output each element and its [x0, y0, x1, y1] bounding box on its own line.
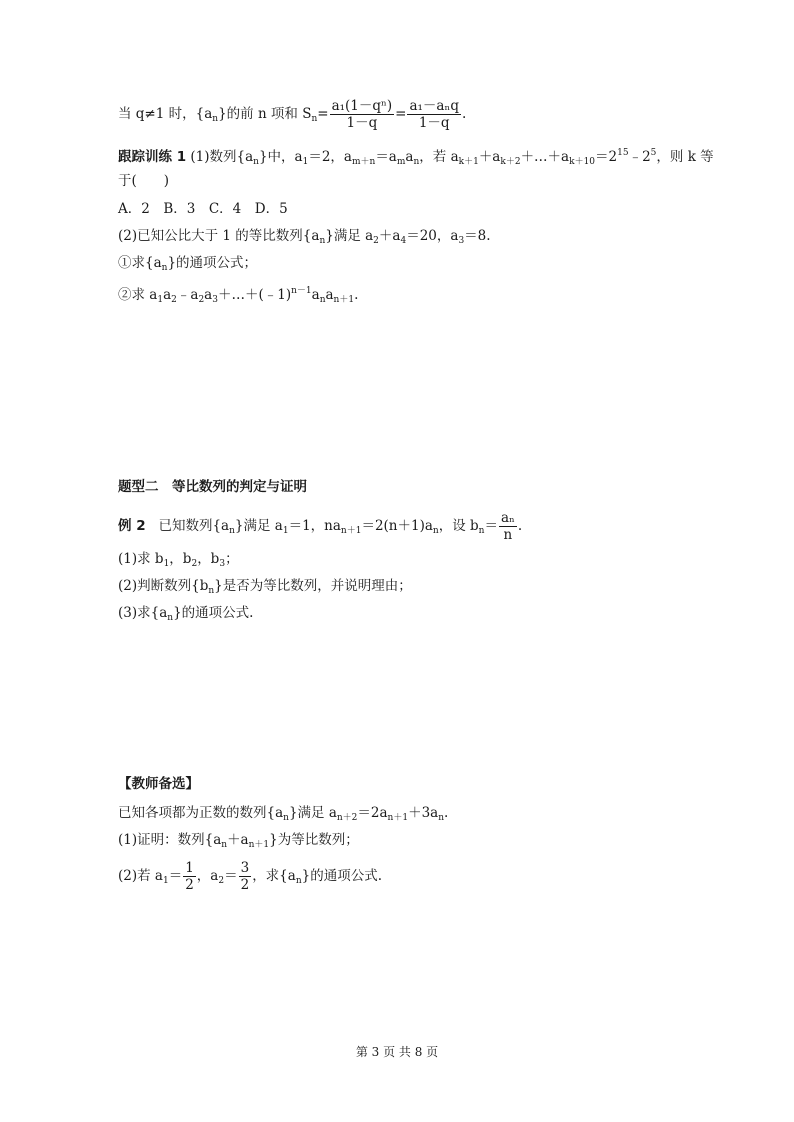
- practice-question-2: (2)已知公比大于 1 的等比数列$\{a_n\}$满足 $a_2+a_4=20$，$a_3=8$.: [118, 228, 491, 246]
- answer-options: A．2 B．3 C．4 D．5: [118, 201, 288, 217]
- sum-fraction-2: $\frac{\text{a₁－aₙq}}{1-q}$: [409, 98, 459, 131]
- teacher-label: 【教师备选】: [118, 776, 199, 792]
- page-footer: 第 3 页 共 8 页: [355, 1045, 439, 1059]
- a2-fraction: $\frac{3}{2}$: [240, 860, 250, 893]
- example-2-part2: (2)判断数列$\{b_n\}$是否为等比数列，并说明理由；: [118, 578, 412, 596]
- bn-fraction: $\frac{\text{aₙ}}{n}$: [500, 510, 515, 543]
- teacher-part1: (1)证明：数列$\{a_n+a_{n+1}\}$为等比数列；: [118, 832, 359, 850]
- practice-question-2-part1: ①求$\{a_n\}$的通项公式；: [118, 255, 258, 273]
- practice-question-1: 跟踪训练 1 (1)数列$\{a_n\}$中，$a_1=2$，$a_{m+n}=a_ma_n$，若 $a_{k+1}+a_{k+2}+\dots+a_{k+10}=2^{15}﹣2^5$，则 k 等: [118, 148, 714, 167]
- example-2-part3: (3)求$\{a_n\}$的通项公式.: [118, 605, 254, 623]
- practice-question-2-part2: ②求 $a_1a_2﹣a_2a_3+\dots+(﹣1)^{n-1}a_na_{n+1}$.: [118, 286, 359, 305]
- example-2-part1: (1)求 $b_1$，$b_2$，$b_3$；: [118, 551, 239, 569]
- example-label: 例 2: [118, 518, 146, 534]
- sum-fraction-1: $\frac{\text{a₁(1－qⁿ)}}{1-q}$: [331, 98, 393, 131]
- section-title: 题型二 等比数列的判定与证明: [118, 479, 307, 495]
- sum-formula-line: 当 q≠1 时，$\{a_n\}$的前 n 项和 $S_n=$ $\frac{\text{a₁(1－qⁿ)}}{1-q}$ = $\frac{\text{a₁－aₙq}}{1-q}$ .: [118, 98, 467, 131]
- example-2: 例 2 已知数列$\{a_n\}$满足 $a_1=1$，$na_{n+1}=2(n+1)a_n$，设 $b_n=$ $\frac{\text{aₙ}}{n}$ .: [118, 510, 523, 543]
- a1-fraction: $\frac{1}{2}$: [185, 860, 194, 893]
- teacher-question: 已知各项都为正数的数列$\{a_n\}$满足 $a_{n+2}=2a_{n+1}+3a_n$.: [118, 805, 449, 823]
- practice-question-1-cont: 于( ): [118, 173, 170, 189]
- practice-label: 跟踪训练 1: [118, 149, 187, 165]
- teacher-part2: (2)若 $a_1=$ $\frac{1}{2}$ ，$a_2=$ $\frac{3}{2}$ ，求$\{a_n\}$的通项公式.: [118, 860, 383, 893]
